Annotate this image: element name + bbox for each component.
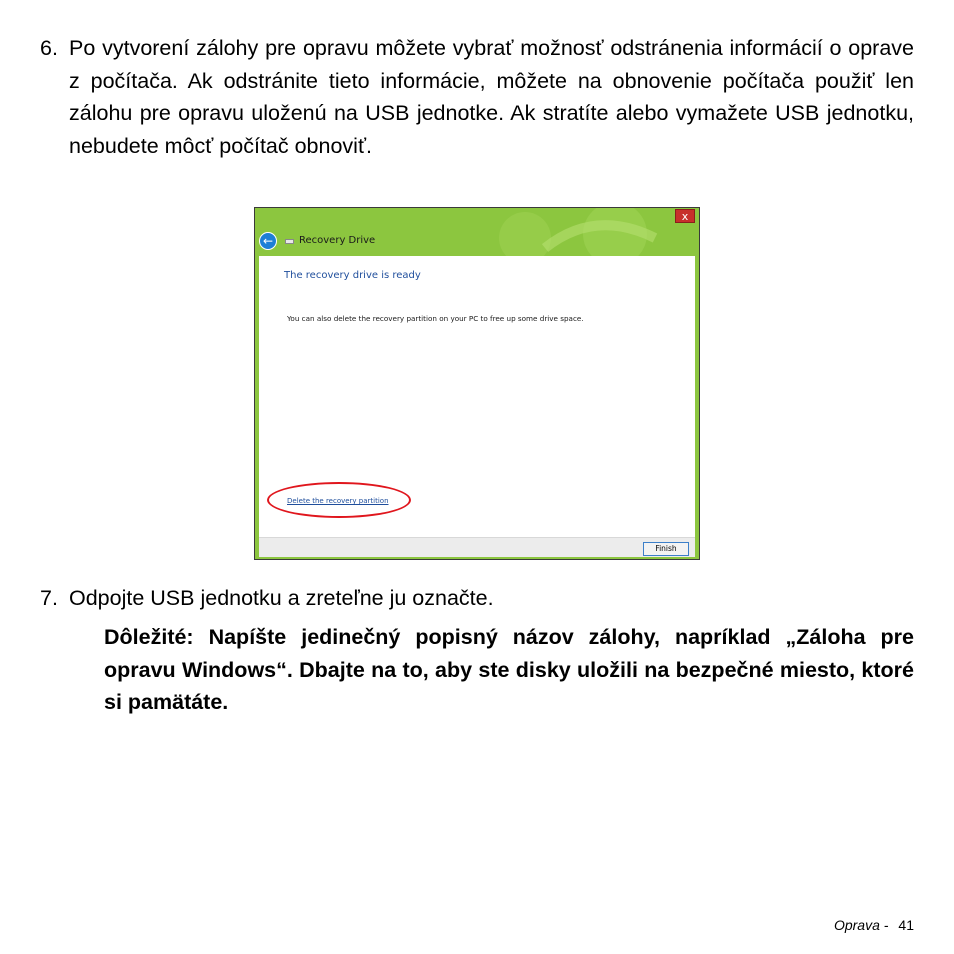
recovery-ready-heading: The recovery drive is ready — [284, 270, 421, 281]
window-titlebar — [259, 232, 559, 252]
page-footer — [834, 917, 914, 933]
step-7-text: Odpojte USB jednotku a zreteľne ju označte. — [69, 586, 494, 610]
step-6-number: 6. — [40, 36, 58, 60]
window-title: Recovery Drive — [299, 235, 376, 246]
important-note: Dôležité: Napíšte jedinečný popisný názov zálohy, napríklad „Záloha pre opravu Windows“. Dbajte na to, aby ste disky uložili na bezpečné miesto, ktoré si pamätáte. — [104, 625, 914, 714]
recovery-info-text: You can also delete the recovery partition on your PC to free up some drive space. — [287, 314, 584, 323]
drive-icon — [285, 239, 294, 244]
button-bar — [259, 537, 695, 557]
back-arrow-icon[interactable]: ← — [259, 232, 277, 250]
step-6-text: Po vytvorení zálohy pre opravu môžete vybrať možnosť odstránenia informácií o oprave z počítača. Ak odstránite tieto informácie, môžete na obnovenie počítača použiť len zálohu pre opravu uloženú na USB jednotke. Ak stratíte alebo vymažete USB jednotku, nebudete môcť počítač obnoviť. — [69, 36, 914, 158]
finish-button[interactable]: Finish — [643, 542, 689, 556]
footer-section: Oprava - — [833, 917, 889, 933]
window-content — [259, 256, 695, 537]
step-6 — [40, 32, 914, 162]
step-7 — [40, 582, 914, 615]
recovery-drive-window — [254, 207, 700, 560]
step-7-number: 7. — [40, 586, 58, 610]
delete-partition-link[interactable]: Delete the recovery partition — [287, 497, 389, 505]
close-icon[interactable]: x — [675, 209, 695, 223]
page-number: 41 — [898, 917, 914, 933]
